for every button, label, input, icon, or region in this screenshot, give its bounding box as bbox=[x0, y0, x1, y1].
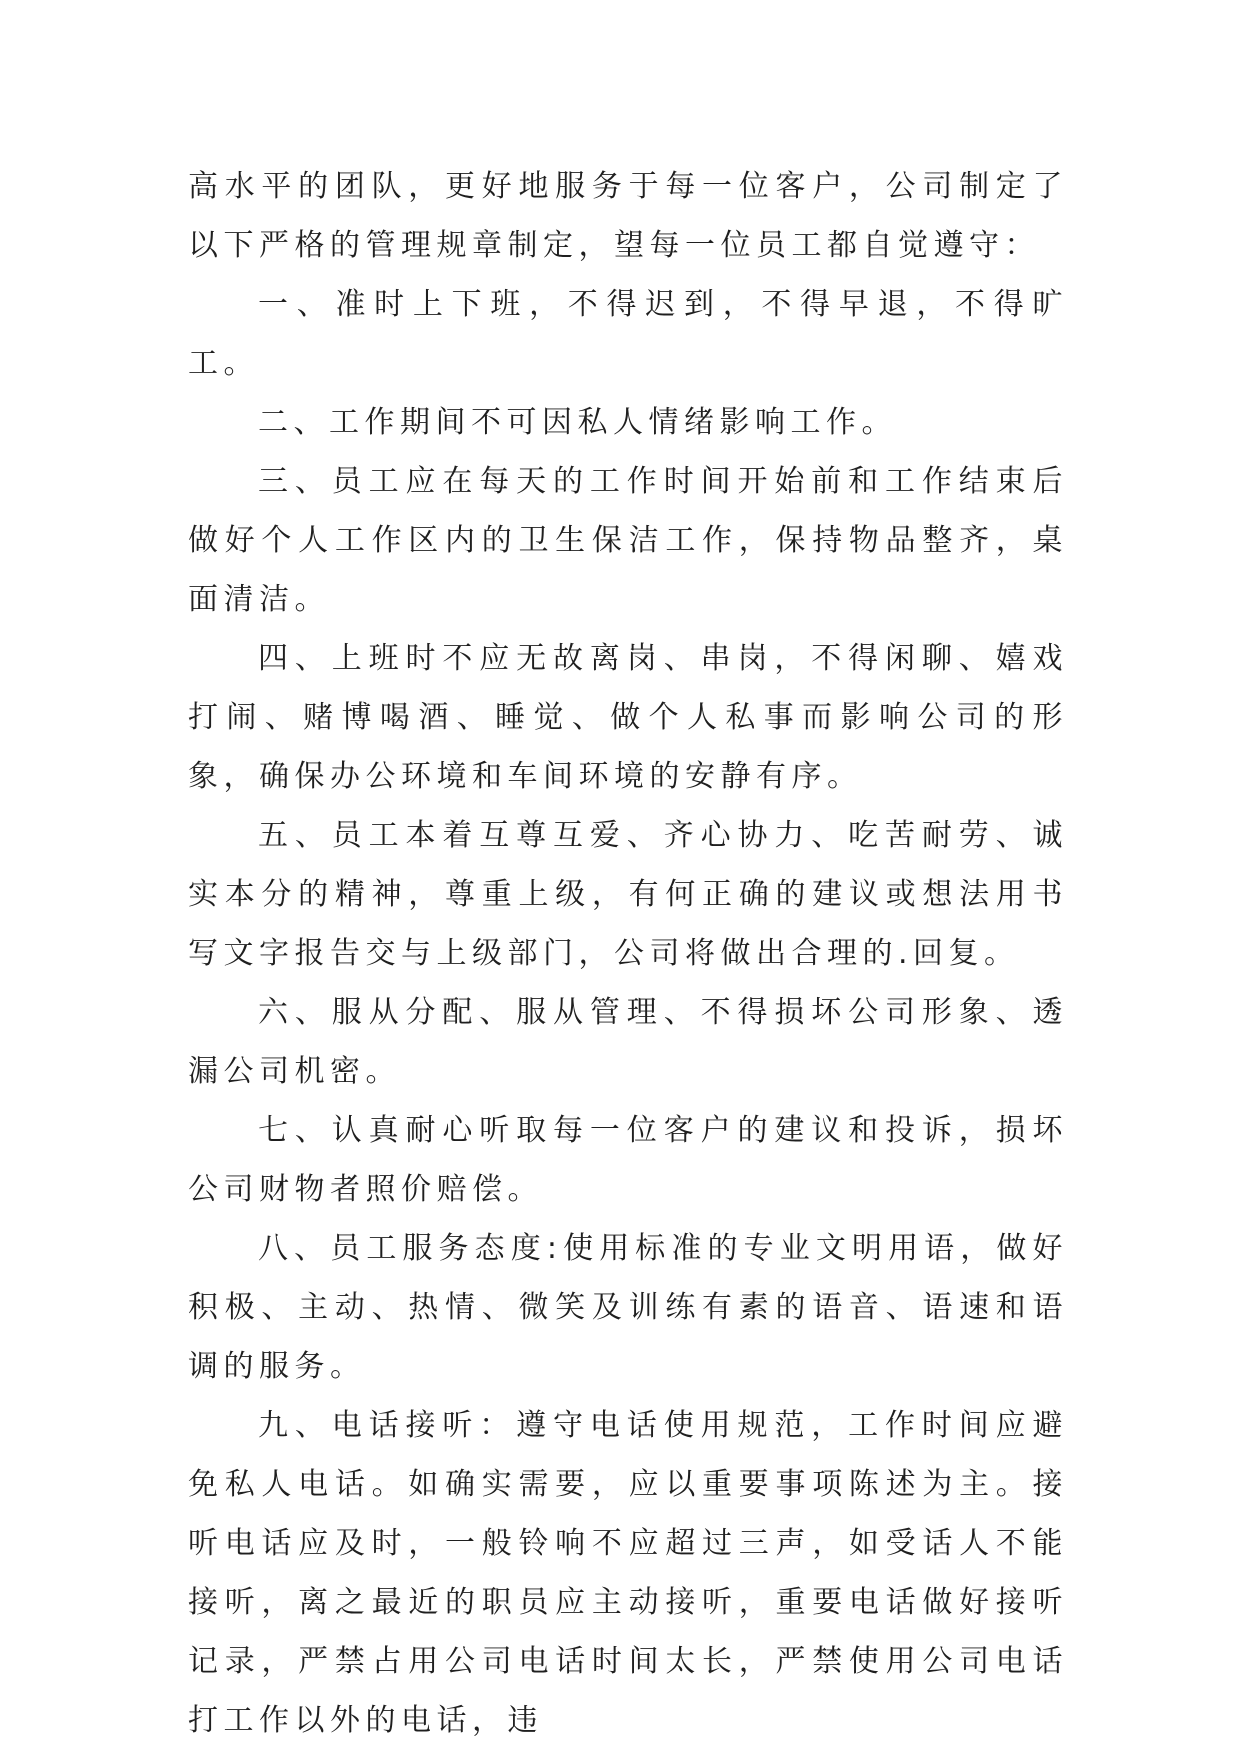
paragraph-rule-5: 五、员工本着互尊互爱、齐心协力、吃苦耐劳、诚实本分的精神，尊重上级，有何正确的建议或想法用书写文字报告交与上级部门，公司将做出合理的.回复。 bbox=[188, 818, 1068, 971]
paragraph-intro: 高水平的团队，更好地服务于每一位客户，公司制定了以下严格的管理规章制定，望每一位员工都自觉遵守： bbox=[188, 169, 1068, 263]
paragraph-rule-1: 一、准时上下班，不得迟到，不得早退，不得旷工。 bbox=[188, 287, 1068, 381]
paragraph-rule-7: 七、认真耐心听取每一位客户的建议和投诉，损坏公司财物者照价赔偿。 bbox=[188, 1113, 1068, 1207]
paragraph-rule-2: 二、工作期间不可因私人情绪影响工作。 bbox=[258, 405, 897, 440]
paragraph-rule-6: 六、服从分配、服从管理、不得损坏公司形象、透漏公司机密。 bbox=[188, 995, 1068, 1089]
paragraph-rule-4: 四、上班时不应无故离岗、串岗，不得闲聊、嬉戏打闹、赌博喝酒、睡觉、做个人私事而影响公司的形象，确保办公环境和车间环境的安静有序。 bbox=[188, 641, 1068, 794]
paragraph-rule-3: 三、员工应在每天的工作时间开始前和工作结束后做好个人工作区内的卫生保洁工作，保持物品整齐，桌面清洁。 bbox=[188, 464, 1068, 617]
paragraph-rule-9: 九、电话接听：遵守电话使用规范，工作时间应避免私人电话。如确实需要，应以重要事项陈述为主。接听电话应及时，一般铃响不应超过三声，如受话人不能接听，离之最近的职员应主动接听，重要电话做好接听记录，严禁占用公司电话时间太长，严禁使用公司电话打工作以外的电话，违 bbox=[188, 1408, 1068, 1738]
document-body bbox=[188, 157, 1068, 1750]
paragraph-rule-8: 八、员工服务态度:使用标准的专业文明用语，做好积极、主动、热情、微笑及训练有素的语音、语速和语调的服务。 bbox=[188, 1231, 1068, 1384]
